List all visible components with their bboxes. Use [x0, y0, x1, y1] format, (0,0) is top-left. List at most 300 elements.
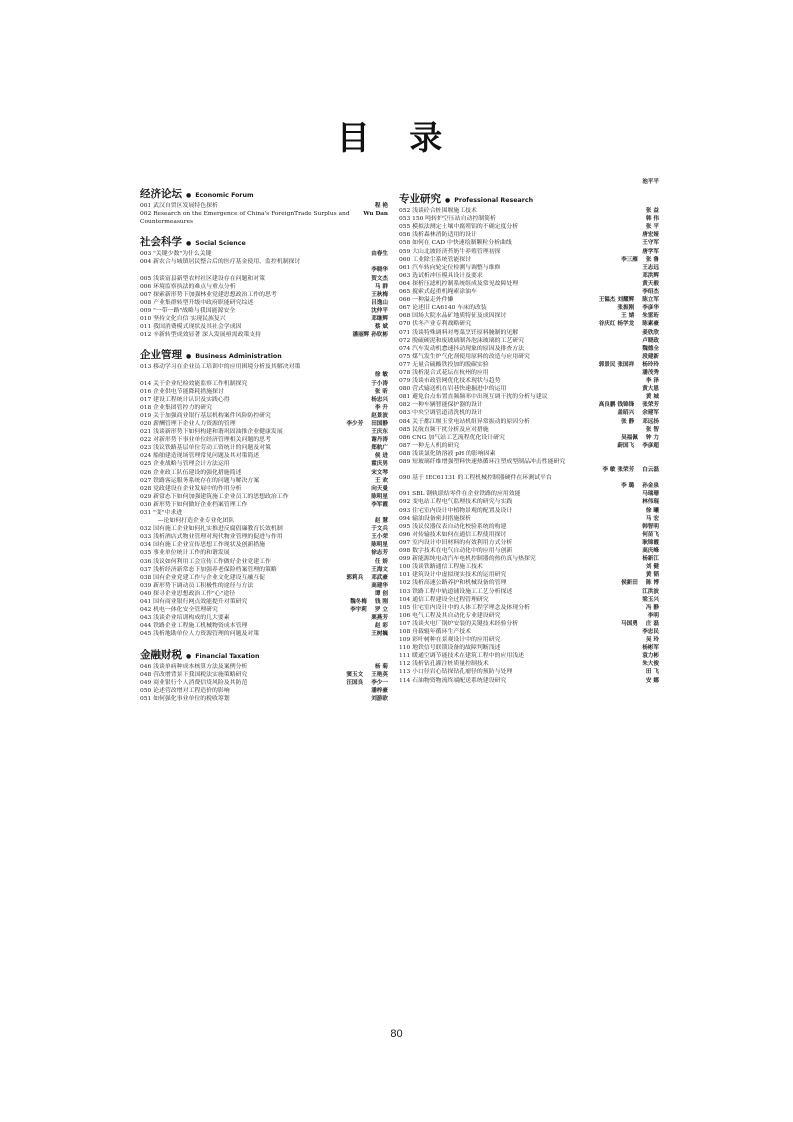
toc-entry-author: 陈立军	[642, 297, 659, 304]
toc-entry-coauthor: 蔚国飞	[617, 442, 635, 449]
toc-entry[interactable]	[140, 428, 388, 436]
toc-entry-title: 059 大山北坡经济苔奶牛养殖管理初探	[399, 248, 501, 255]
toc-entry[interactable]	[140, 323, 388, 331]
toc-entry-author: 李忠民	[642, 628, 659, 635]
toc-section	[140, 234, 388, 339]
toc-entry-author: 韩 伟	[645, 216, 659, 223]
toc-entry[interactable]	[140, 558, 388, 566]
toc-entry-title: 002 Research on the Emergence of China's ForeignTrade Surplus and Countermeasures	[140, 211, 350, 226]
toc-entry[interactable]	[399, 579, 659, 587]
toc-entry[interactable]	[140, 404, 388, 412]
toc-entry-author: 罗 立	[374, 607, 388, 614]
toc-entry-author: 江洪波	[642, 588, 659, 595]
toc-entry-author: 张 益	[645, 208, 659, 215]
section-title-en: Social Science	[195, 240, 246, 248]
section-heading	[399, 191, 659, 206]
toc-entry-author: 孙金泉	[642, 483, 659, 490]
toc-entry[interactable]	[140, 307, 388, 315]
toc-entry[interactable]	[399, 539, 659, 547]
toc-entry[interactable]	[399, 329, 659, 337]
toc-entry[interactable]	[399, 409, 659, 417]
page-number: 80	[390, 1028, 403, 1040]
toc-entry-author: 由春生	[371, 251, 388, 258]
toc-entry-title: 016 企业供电节能降耗措施探讨	[140, 388, 224, 395]
toc-entry-author: 李彦超	[642, 442, 659, 449]
toc-entry-author: 段建新	[642, 353, 659, 360]
toc-entry[interactable]	[140, 630, 388, 638]
toc-entry[interactable]	[140, 477, 388, 485]
toc-entry-coauthor: 李三雁	[621, 256, 638, 263]
toc-entry-author: 李军霞	[371, 501, 388, 508]
toc-entry[interactable]	[399, 320, 659, 328]
toc-section	[140, 186, 388, 226]
toc-entry[interactable]	[399, 596, 659, 604]
toc-entry[interactable]	[399, 466, 659, 474]
page-title: 目 录	[336, 118, 457, 157]
toc-entry-title: 105 住宅室内设计中的人体工程学理念及体现分析	[399, 604, 530, 611]
toc-entry-title: 029 新常态下如何加强建筑施工企业员工的思想政治工作	[140, 493, 289, 500]
toc-entry-title: 066 一种溢走外件懒	[399, 297, 454, 304]
toc-entry[interactable]	[399, 280, 659, 288]
toc-entry[interactable]	[399, 393, 659, 401]
toc-entry-author: 杨 菊	[374, 663, 388, 670]
toc-entry-title: 080 营式输送机在岩巷快速掘进中的运用	[399, 386, 507, 393]
toc-entry-author: 唐学军	[642, 248, 659, 255]
toc-section	[399, 191, 659, 685]
bullet-icon: ●	[186, 192, 192, 199]
toc-entry[interactable]	[140, 606, 388, 614]
toc-entry[interactable]	[140, 469, 388, 477]
toc-entry-title: 028 党政建设在企业发展中的作用分析	[140, 485, 242, 492]
toc-entry[interactable]	[399, 523, 659, 531]
toc-entry-author: 陈素豪	[642, 321, 659, 328]
toc-entry-title: 085 民航直频干扰分析及应对措施	[399, 426, 489, 433]
toc-entry-title: 008 产业集群转型升级中政府职能研究综述	[140, 299, 254, 306]
toc-entry-coauthor: 李 敏 张荣芳	[602, 467, 635, 474]
toc-entry-author: 王艳英	[371, 671, 388, 678]
toc-entry-title: 067 论述旧 CA6140 车床的改装	[399, 305, 487, 312]
toc-entry-author: 林伟琨	[642, 499, 659, 506]
toc-entry[interactable]	[399, 426, 659, 434]
toc-entry-title: 087 一种无人机的研究	[399, 442, 460, 449]
toc-entry-author: 耿锦霞	[642, 539, 659, 546]
toc-entry-author: 徐 曦	[645, 507, 659, 514]
toc-entry-title: 079 浅谈市政管网优化技术现状与趋势	[399, 378, 501, 385]
toc-entry-title: 063 选试析冲压模具设计及要求	[399, 272, 483, 279]
toc-entry[interactable]	[140, 663, 388, 671]
toc-entry[interactable]	[140, 291, 388, 299]
toc-entry-title: 068 国场大院水品矿地质特征及成因探讨	[399, 313, 507, 320]
toc-entry[interactable]	[399, 312, 659, 320]
section-heading	[140, 234, 388, 249]
toc-entry[interactable]	[399, 652, 659, 660]
toc-entry[interactable]	[399, 563, 659, 571]
toc-entry[interactable]	[399, 515, 659, 523]
toc-entry[interactable]	[399, 434, 659, 442]
toc-entry[interactable]	[140, 363, 388, 371]
toc-entry-title: 075 煤气发生炉气化剂使用原料的改造与应用研究	[399, 353, 530, 360]
toc-entry-title: 014 关于企业纪检效能监察工作机制探究	[140, 380, 248, 387]
toc-entry[interactable]	[140, 210, 388, 226]
toc-entry[interactable]	[399, 450, 659, 458]
toc-entry-title: 113 小口径岩心钻探钻孔瘤径的预防与处理	[399, 669, 513, 676]
toc-entry-title: 090 基于 IEC61131 的工程机械控制器硬件在环测试平台	[399, 475, 552, 482]
toc-entry-author: 余建军	[642, 410, 659, 417]
toc-entry[interactable]	[399, 377, 659, 385]
toc-entry[interactable]	[140, 598, 388, 606]
toc-entry-author: 任 娇	[374, 558, 388, 565]
toc-entry-title: 065 搅索式起重机绳索涂油车	[399, 289, 477, 296]
toc-entry[interactable]	[399, 498, 659, 506]
toc-entry-coauthor: 高良鹏 钱锦锋	[598, 402, 635, 409]
toc-entry-author: 李少一	[371, 679, 388, 686]
toc-entry[interactable]	[140, 420, 388, 428]
toc-entry-coauthor: 张 静	[621, 418, 635, 425]
toc-entry-title: 108 舟载辊年循环生产技术	[399, 628, 472, 635]
toc-entry[interactable]	[399, 555, 659, 563]
toc-entry-title: 097 室内设计中旧材料的有效利用方式分析	[399, 539, 513, 546]
toc-entry-coauthor: 李 璐	[621, 483, 635, 490]
toc-entry-author: 高建华	[371, 582, 388, 589]
toc-entry-author: 宋文琴	[371, 469, 388, 476]
section-title-cn: 经济论坛	[140, 188, 182, 200]
toc-entry-title: 026 企业政工队伍建设的强化措施简述	[140, 469, 242, 476]
toc-entry[interactable]	[399, 304, 659, 312]
section-title-cn: 金融财税	[140, 648, 182, 661]
toc-entry-author: 王 欢	[374, 477, 388, 484]
toc-entry[interactable]	[140, 460, 388, 468]
toc-entry[interactable]	[399, 668, 659, 676]
toc-entry-author: 杨彬军	[642, 645, 659, 652]
toc-entry[interactable]	[399, 612, 659, 620]
toc-entry-title: 048 营改增背景下我国税法实施策略研究	[140, 671, 248, 678]
toc-entry[interactable]	[399, 636, 659, 644]
toc-entry-author: 邓远扬	[642, 418, 659, 425]
toc-entry-coauthor: 吴福佩	[621, 434, 638, 441]
toc-entry[interactable]	[399, 256, 659, 264]
toc-entry[interactable]	[399, 361, 659, 369]
toc-entry-author: 马 宏	[645, 515, 659, 522]
toc-entry-coauthor: 谷庆红 杨学龙	[598, 321, 635, 328]
section-title-en: Financial Taxation	[195, 652, 260, 660]
toc-entry-author: 朱雷珩	[642, 313, 659, 320]
toc-entry-author: 于文兵	[371, 526, 388, 533]
toc-entry-coauthor: 郭莉兵	[346, 574, 364, 581]
toc-entry-coauthor: 王 婧	[621, 313, 635, 320]
toc-author: 池平平	[642, 179, 659, 185]
toc-entry[interactable]	[399, 207, 659, 215]
toc-entry[interactable]	[140, 493, 388, 501]
toc-entry[interactable]	[399, 215, 659, 223]
toc-entry[interactable]	[399, 604, 659, 612]
toc-entry-author: 蔡 斌	[374, 324, 388, 331]
toc-entry-title: 007 探索新形势下加强林业党建思想政治工作的思考	[140, 291, 277, 298]
bullet-icon: ●	[445, 197, 451, 205]
toc-entry-author: 吴 玲	[645, 637, 659, 644]
toc-entry[interactable]	[140, 388, 388, 396]
toc-entry-author: 沈仲平	[371, 307, 388, 314]
toc-entry[interactable]	[399, 571, 659, 579]
toc-entry-title: 012 辛新转型成效显著 深入发展亟需政策支持	[140, 332, 262, 339]
toc-entry-title: 020 薪酬管理下企业人力资源的管理	[140, 420, 236, 427]
toc-entry-author: 邓继辉	[371, 316, 388, 323]
toc-entry-author: 何苗飞	[642, 531, 659, 538]
toc-entry[interactable]	[140, 331, 388, 339]
section-title-en: Economic Forum	[195, 192, 254, 199]
toc-entry-author: 王庆东	[371, 429, 388, 436]
section-title-cn: 专业研究	[399, 193, 441, 206]
toc-entry-title: 022 对新形势下事业单位经济管理相关问题的思考	[140, 437, 271, 444]
toc-entry-author: 赵 彩	[374, 623, 388, 630]
toc-entry-author: 黄天毅	[642, 280, 659, 287]
toc-entry-author: 王海文	[371, 566, 388, 573]
toc-entry-coauthor: 汪国良	[346, 679, 364, 686]
toc-entry-title: 039 新形势下调动员工积极性的途径与方法	[140, 582, 254, 589]
toc-row	[399, 178, 659, 186]
toc-entry-author: 姜欣欣	[642, 329, 659, 336]
toc-entry-author: 安 娜	[645, 677, 659, 684]
toc-entry-title: 017 建设工程统计认识及实践心得	[140, 396, 230, 403]
toc-entry-coauthor: 盖昭兴	[617, 410, 635, 417]
toc-entry-title: 098 数字技术在电气自动化中的应用与创新	[399, 548, 513, 555]
toc-entry[interactable]	[140, 509, 388, 517]
toc-entry-title: 110 地铁信号联锁设备的故障判断浅述	[399, 645, 501, 652]
toc-entry[interactable]	[140, 485, 388, 493]
toc-entry-author: 李 泽	[645, 378, 659, 385]
toc-entry[interactable]	[140, 452, 388, 460]
toc-entry-author: 黄 韬	[645, 572, 659, 579]
toc-entry-author: 徐志芳	[371, 550, 388, 557]
toc-entry[interactable]	[399, 385, 659, 393]
toc-entry[interactable]	[140, 517, 388, 525]
toc-entry-title: 041 国有商业银行网点效能提升对策研究	[140, 599, 248, 606]
toc-entry-author: 潘茂秀	[642, 369, 659, 376]
toc-entry-title: 006 环境监察执法的难点与重点分析	[140, 283, 236, 290]
toc-entry-title: 102 浅析高速公路养护和机械设备的管理	[399, 580, 507, 587]
toc-entry[interactable]	[399, 418, 659, 426]
toc-entry-title: 036 浅议如何利用工会宣传工作做好企业党建工作	[140, 558, 271, 565]
toc-entry-title: 081 避免台点布置直频频率中出现互调干扰的分析与建议	[399, 394, 548, 401]
toc-entry[interactable]	[399, 337, 659, 345]
toc-entry[interactable]	[140, 541, 388, 549]
toc-entry[interactable]	[399, 296, 659, 304]
toc-entry[interactable]	[399, 248, 659, 256]
toc-entry[interactable]	[140, 283, 388, 291]
toc-entry-title: 024 船舶建造现场管理常见问题及其对策简述	[140, 453, 260, 460]
toc-entry[interactable]	[399, 628, 659, 636]
toc-entry-title: 107 浅谈火电厂锅炉安装的关键技术经验分析	[399, 620, 519, 627]
toc-entry-title: 030 新形势下如何做好企业档案管理工作	[140, 501, 248, 508]
toc-entry-author: 李绍杰	[642, 289, 659, 296]
toc-entry-title: 111 暖通空调节能技术在建筑工程中的应用浅述	[399, 653, 525, 660]
toc-entry[interactable]	[399, 223, 659, 231]
toc-section	[140, 647, 388, 703]
toc-entry[interactable]	[140, 574, 388, 582]
toc-entry[interactable]	[140, 396, 388, 404]
toc-entry-author: 王志远	[642, 264, 659, 271]
toc-entry-author: 卢晓政	[642, 337, 659, 344]
toc-entry-author: 唐宏娅	[642, 232, 659, 239]
toc-entry-title: 044 铁路企业工程施工机械物资成本管理	[140, 623, 248, 630]
toc-entry-author: 黄大恩	[642, 386, 659, 393]
toc-entry-title: 023 浅议铁路基层单位劳动工资统计的问题及对策	[140, 445, 271, 452]
toc-entry[interactable]	[140, 380, 388, 388]
toc-entry-author: 陈明星	[371, 542, 388, 549]
toc-entry-coauthor: 李少芳	[346, 420, 364, 427]
toc-entry[interactable]	[140, 590, 388, 598]
toc-entry-coauthor: 王韫杰 刘耀辉	[598, 297, 635, 304]
toc-entry-author: 于小涛	[371, 380, 388, 387]
toc-entry[interactable]	[140, 266, 388, 274]
toc-entry-title: 040 探寻企业思想政治工作"心"途径	[140, 590, 236, 597]
toc-entry-author: 钱 刚	[374, 599, 388, 606]
toc-entry-title: 101 建筑设计中虚拟现实技术的运用研究	[399, 572, 507, 579]
toc-entry[interactable]	[140, 412, 388, 420]
toc-entry-author: 张 鲁	[645, 256, 659, 263]
toc-entry-author: 李 升	[374, 404, 388, 411]
toc-entry[interactable]	[140, 501, 388, 509]
toc-entry-title: 011 我国消费模式现状及其社会学成因	[140, 324, 242, 331]
toc-entry-author: 张 平	[645, 224, 659, 231]
toc-entry[interactable]	[140, 525, 388, 533]
toc-entry-author: 张荣芳	[642, 402, 659, 409]
toc-entry-title: 092 变电站工程电气监理技术的研究与实践	[399, 499, 513, 506]
toc-entry[interactable]	[399, 288, 659, 296]
toc-entry[interactable]	[399, 345, 659, 353]
toc-entry-title: 056 浅析森林消防适用的设计	[399, 232, 477, 239]
toc-entry[interactable]	[399, 507, 659, 515]
toc-entry-author: 谢丹涛	[371, 437, 388, 444]
toc-entry-author: 谭 创	[374, 590, 388, 597]
toc-entry-title: 071 浅谈特殊调料对粤菜烹饪原料腌制的见解	[399, 329, 519, 336]
toc-entry-title: 013 移动学习在企业员工培训中的应用困境分析及其解决对策	[140, 364, 301, 371]
toc-entry-author: 韩智明	[642, 523, 659, 530]
toc-entry-title: 070 伏冬产业专利战略研究	[399, 321, 472, 328]
toc-entry-coauthor: 侯新田	[621, 580, 638, 587]
toc-entry-title: 058 如何在 CAD 中快速绘制颗粒分析曲线	[399, 240, 512, 247]
bullet-icon: ●	[186, 353, 192, 361]
toc-entry-title: 009 "一带一路"战略与我国能源安全	[140, 307, 236, 314]
toc-entry-author: 王守军	[642, 240, 659, 247]
toc-entry[interactable]	[140, 582, 388, 590]
toc-entry-author: 赵 慧	[374, 518, 388, 525]
toc-entry[interactable]	[399, 677, 659, 685]
toc-entry[interactable]	[399, 458, 659, 466]
toc-entry[interactable]	[140, 671, 388, 679]
toc-entry-author: 杨忠兴	[371, 396, 388, 403]
toc-entry-title: 064 探析压滤机控制系统组成及常见故障处理	[399, 280, 519, 287]
toc-entry[interactable]	[399, 531, 659, 539]
toc-entry[interactable]	[140, 679, 388, 687]
toc-entry[interactable]	[399, 588, 659, 596]
toc-entry[interactable]	[140, 258, 388, 266]
toc-entry-author: 侯 进	[374, 453, 388, 460]
toc-entry[interactable]	[399, 482, 659, 490]
toc-entry[interactable]	[399, 353, 659, 361]
toc-entry[interactable]	[399, 644, 659, 652]
toc-entry-title: 021 浅谈新形势下如何构建和谐巩固油推企业健康发展	[140, 429, 283, 436]
section-title-cn: 企业管理	[140, 349, 182, 362]
toc-entry-title: 037 浅析经济新常态下加强养老保险档案管理的策略	[140, 566, 277, 573]
toc-entry[interactable]	[140, 371, 388, 379]
toc-entry[interactable]	[399, 231, 659, 239]
toc-entry-author: 王秋梅	[371, 291, 388, 298]
toc-entry-coauthor: 李宇莉	[350, 607, 367, 614]
toc-entry[interactable]	[140, 614, 388, 622]
toc-entry[interactable]	[399, 264, 659, 272]
toc-entry[interactable]	[399, 490, 659, 498]
toc-entry[interactable]	[140, 436, 388, 444]
toc-entry[interactable]	[399, 474, 659, 482]
toc-entry-title: 094 输油设备密封措施探析	[399, 515, 472, 522]
toc-entry[interactable]	[140, 315, 388, 323]
section-heading	[140, 347, 388, 362]
toc-entry-author: 马瑞珊	[642, 491, 659, 498]
toc-entry-title: 046 浅谈单病种成本核算方法及案例分析	[140, 663, 248, 670]
toc-entry[interactable]	[140, 299, 388, 307]
toc-entry-author: 陈 博	[645, 580, 659, 587]
toc-entry-title: 042 机电一体化安全管理研究	[140, 607, 218, 614]
toc-entry[interactable]	[140, 622, 388, 630]
section-title-cn: 社会科学	[140, 236, 182, 249]
toc-entry-title: 084 关于都江堰玉堂电站机组异常振动的原因分析	[399, 418, 530, 425]
toc-entry[interactable]	[140, 275, 388, 283]
toc-entry-author: 杨玲玲	[642, 361, 659, 368]
toc-entry-title: 053 150 吨转炉空压站自动控制简析	[399, 216, 496, 223]
toc-entry-author: Wu Dan	[363, 211, 388, 218]
toc-entry-author: 赵景波	[371, 412, 388, 419]
toc-entry-title: 061 汽车转向轮定位检测与调整与维修	[399, 264, 501, 271]
toc-entry[interactable]	[399, 620, 659, 628]
toc-entry-title: 099 新能源纯电动汽车电机控制器的热仿真与热探究	[399, 556, 536, 563]
section-title-en: Business Administration	[195, 353, 282, 361]
toc-entry-author: 杨新江	[642, 556, 659, 563]
toc-entry-title: 045 浅析地勘单位人力资源管理的问题及对策	[140, 631, 260, 638]
toc-entry[interactable]	[140, 533, 388, 541]
toc-entry[interactable]	[140, 202, 388, 210]
toc-entry[interactable]	[399, 660, 659, 668]
toc-entry-author: 王小荣	[371, 534, 388, 541]
toc-entry-title: 003 "关键少数"为什么关键	[140, 251, 212, 258]
toc-entry-coauthor: 窦玉文	[346, 671, 364, 678]
toc-entry-author: 李晓华	[371, 267, 388, 274]
toc-entry[interactable]	[399, 239, 659, 247]
toc-left-column	[140, 178, 388, 703]
toc-entry-coauthor: 魏冬梅	[350, 599, 367, 606]
toc-entry[interactable]	[399, 547, 659, 555]
toc-entry[interactable]	[140, 250, 388, 258]
section-heading	[140, 186, 388, 201]
toc-entry-title: 004 新农合与城镇居民整合后的医疗基金使用、监控机制探讨	[140, 259, 301, 266]
toc-entry-author: 霍庆男	[371, 461, 388, 468]
toc-entry[interactable]	[140, 444, 388, 452]
toc-entry[interactable]	[140, 566, 388, 574]
toc-entry-author: 栗燕芳	[371, 615, 388, 622]
toc-entry[interactable]	[140, 549, 388, 557]
toc-entry[interactable]	[140, 687, 388, 695]
toc-entry-title: 083 中央空调管道清洗机的设计	[399, 410, 483, 417]
toc-entry[interactable]	[399, 442, 659, 450]
toc-entry-author: 郑航广	[371, 445, 388, 452]
toc-entry-author: 朱大俊	[642, 661, 659, 668]
toc-entry-author: 程 艳	[374, 203, 388, 209]
toc-entry[interactable]	[399, 401, 659, 409]
toc-entry-author: 邓洪辉	[642, 272, 659, 279]
toc-entry-title: 114 石油物资物流终端配送系统建设研究	[399, 677, 507, 684]
toc-entry[interactable]	[399, 369, 659, 377]
toc-entry[interactable]	[140, 695, 388, 703]
toc-entry[interactable]	[399, 272, 659, 280]
